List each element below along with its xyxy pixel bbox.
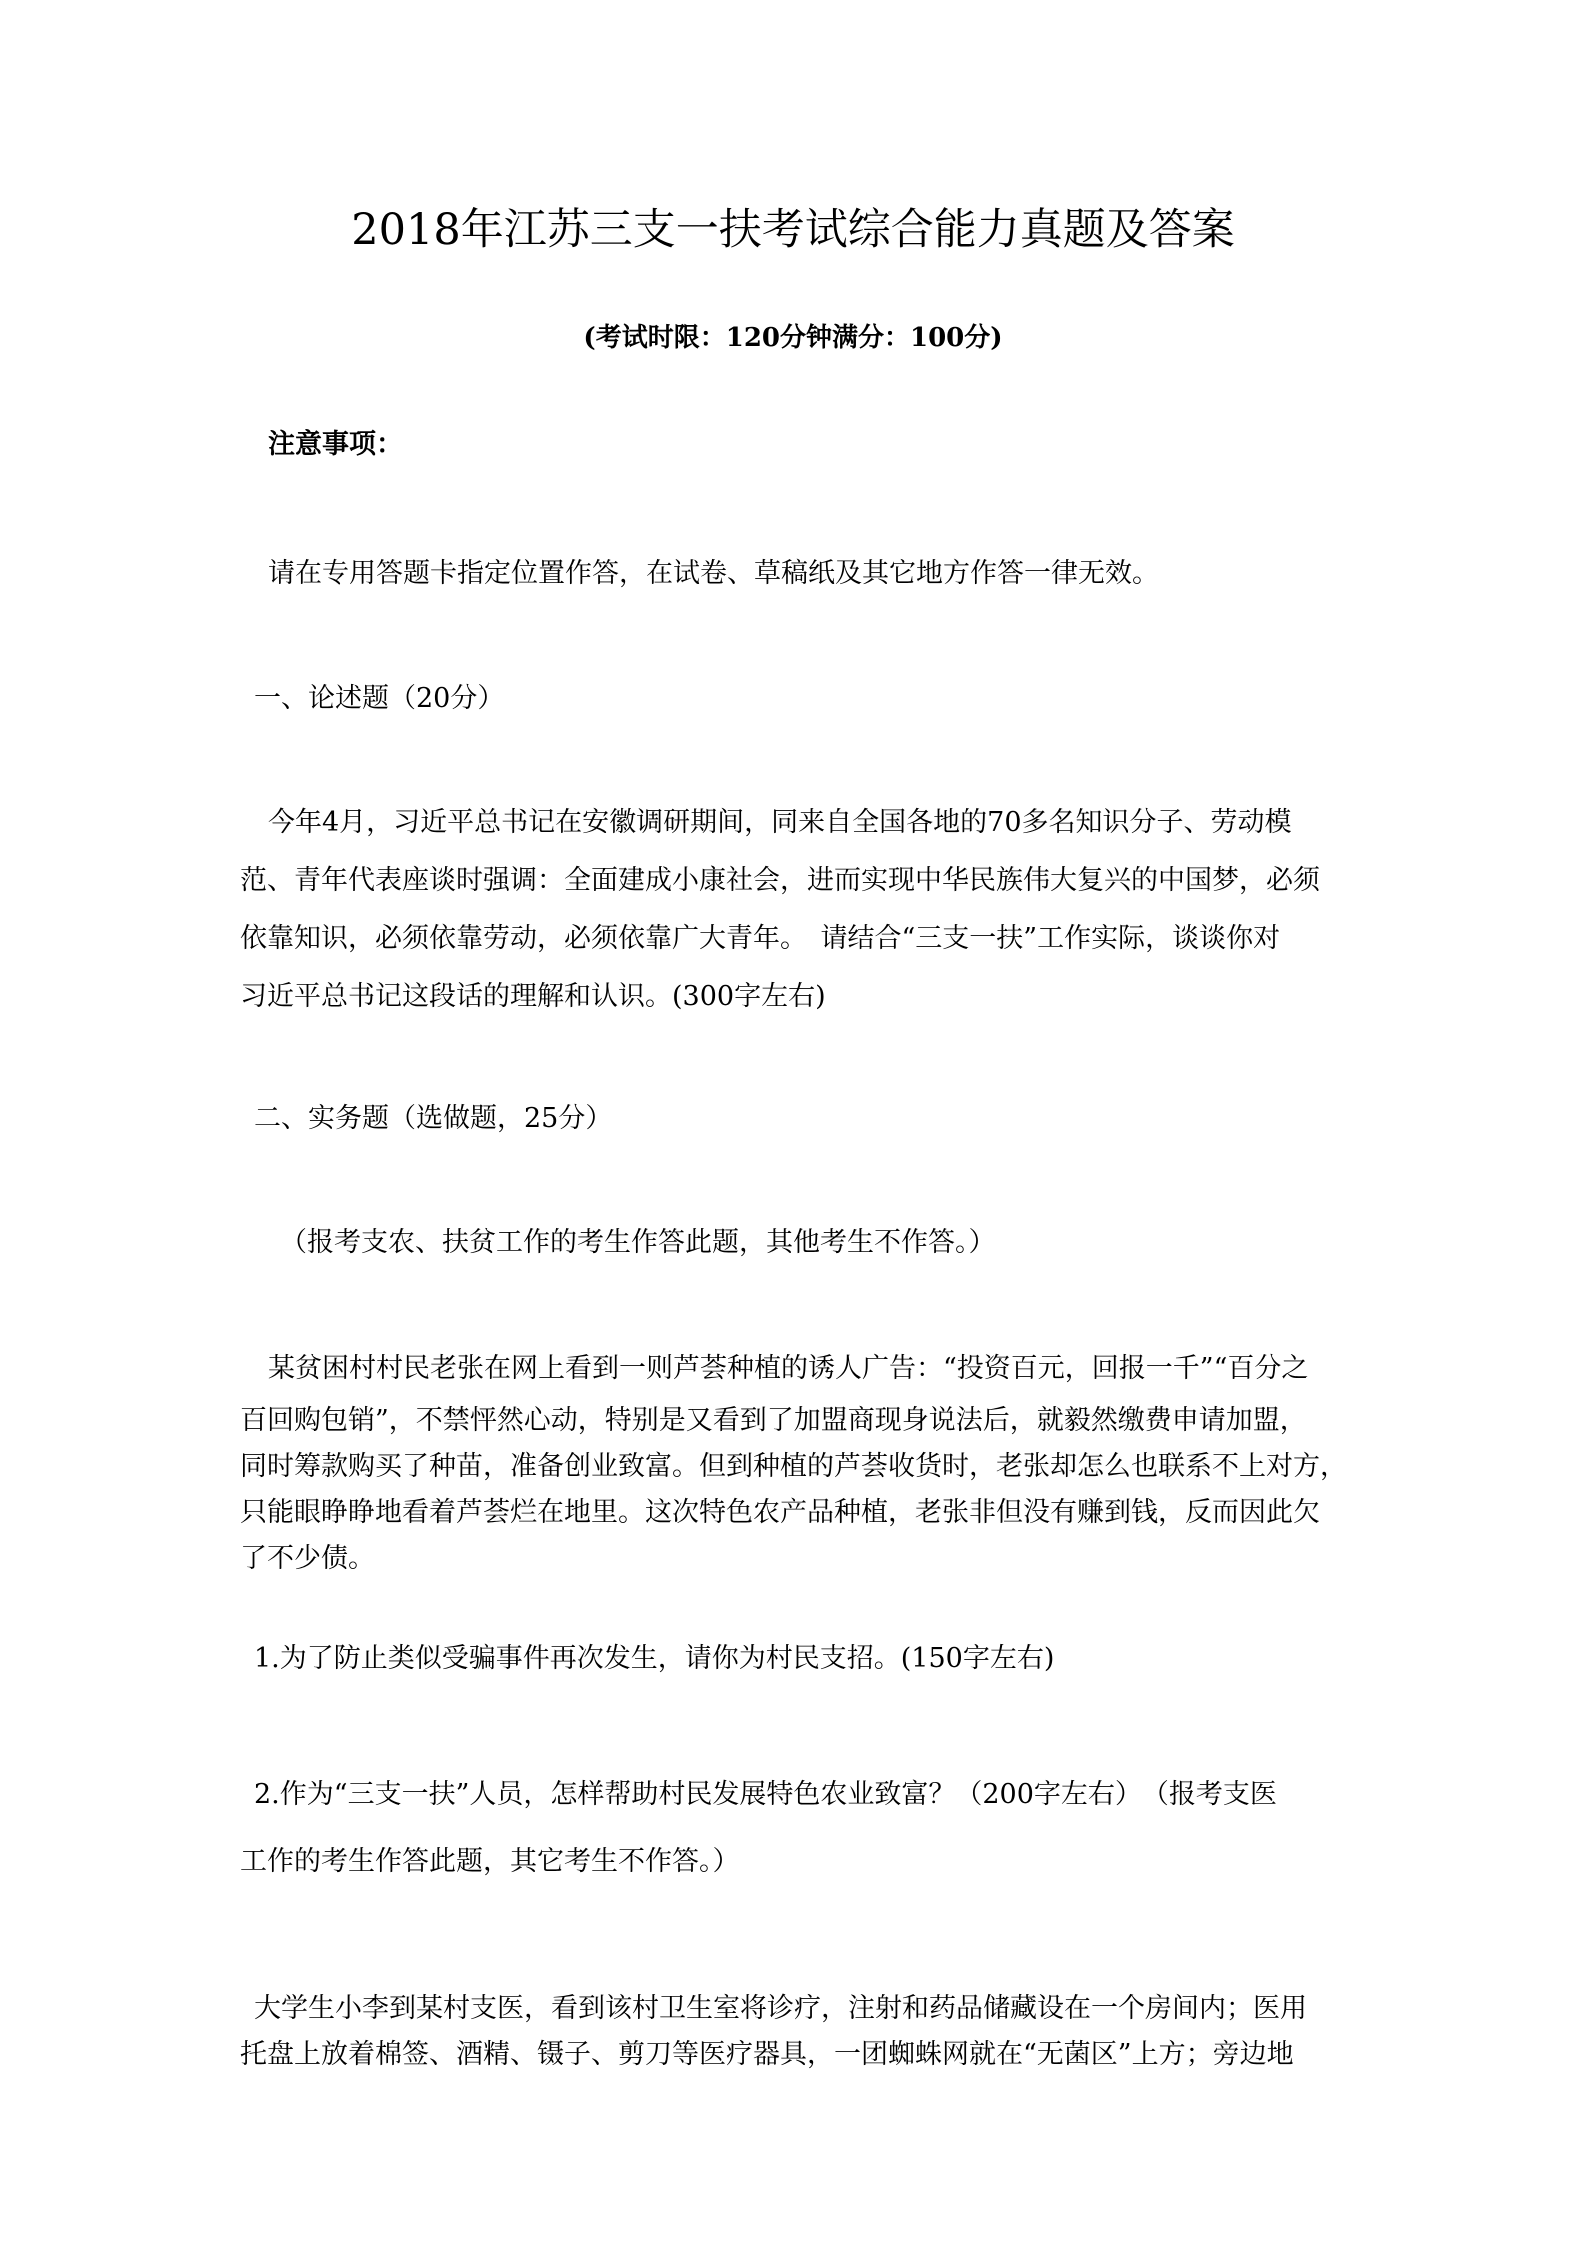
case-paragraph: [240, 1340, 1352, 1582]
paragraph-line: 依靠知识，必须依靠劳动，必须依靠广大青年。 请结合“三支一扶”工作实际，谈谈你对: [240, 923, 1281, 954]
paragraph-line: 2.作为“三支一扶”人员，怎样帮助村民发展特色农业致富？（200字左右） （报考支医: [254, 1779, 1277, 1810]
paragraph-line: 托盘上放着棉签、酒精、镊子、剪刀等医疗器具，一团蜘蛛网就在“无菌区”上方；旁边地: [240, 2039, 1294, 2070]
paragraph-line: 工作的考生作答此题，其它考生不作答。）: [240, 1846, 740, 1877]
question-2: [240, 1757, 1352, 1891]
exam-info: (考试时限：120分钟满分：100分): [583, 323, 1003, 353]
paragraph-line: 今年4月，习近平总书记在安徽调研期间，同来自全国各地的70多名知识分子、劳动模: [268, 807, 1292, 838]
paragraph-line: 范、青年代表座谈时强调：全面建成小康社会，进而实现中华民族伟大复兴的中国梦，必须: [240, 865, 1320, 896]
section2-heading: 二、实务题（选做题，25分）: [254, 1103, 613, 1134]
section1-paragraph: [240, 794, 1352, 1026]
document-title: 2018年江苏三支一扶考试综合能力真题及答案: [351, 205, 1235, 255]
paragraph-line: 习近平总书记这段话的理解和认识。(300字左右): [240, 981, 826, 1012]
section2-note: （报考支农、扶贫工作的考生作答此题，其他考生不作答。）: [280, 1227, 996, 1258]
paragraph-line: 了不少债。: [240, 1543, 375, 1574]
notice-heading: 注意事项：: [268, 429, 403, 460]
paragraph-line: 只能眼睁睁地看着芦荟烂在地里。这次特色农产品种植，老张非但没有赚到钱，反而因此欠: [240, 1497, 1320, 1528]
paragraph-line: 某贫困村村民老张在网上看到一则芦荟种植的诱人广告：“投资百元，回报一千”“百分之: [268, 1353, 1309, 1384]
case2-paragraph: [240, 1986, 1352, 2078]
notice-text: 请在专用答题卡指定位置作答，在试卷、草稿纸及其它地方作答一律无效。: [268, 558, 1159, 589]
paragraph-line: 同时筹款购买了种苗，准备创业致富。但到种植的芦荟收货时，老张却怎么也联系不上对方，: [240, 1451, 1347, 1482]
section1-heading: 一、论述题（20分）: [254, 683, 505, 714]
paragraph-line: 大学生小李到某村支医，看到该村卫生室将诊疗，注射和药品储藏设在一个房间内；医用: [254, 1993, 1307, 2024]
paragraph-line: 百回购包销”，不禁怦然心动，特别是又看到了加盟商现身说法后，就毅然缴费申请加盟，: [240, 1405, 1307, 1436]
question-1: 1.为了防止类似受骗事件再次发生，请你为村民支招。(150字左右): [254, 1643, 1055, 1674]
